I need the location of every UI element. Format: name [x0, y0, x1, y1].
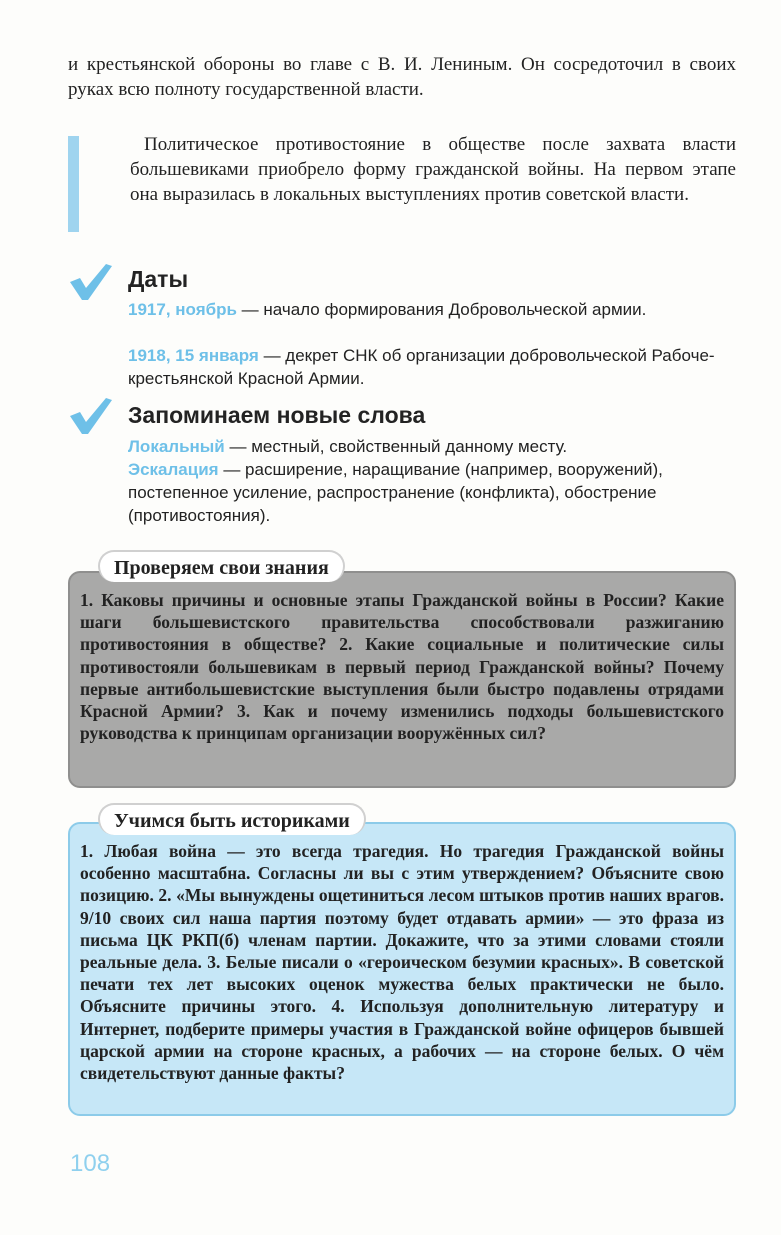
quote-text: Политическое противостояние в обществе после захвата власти большевиками приобрело форму гражданской войны. На первом этапе она выразилась в локальных выступлениях против советской власти.: [130, 134, 736, 205]
checkmark-icon: [68, 396, 112, 436]
word-definition: — расширение, наращивание (например, вооружений), постепенное усиление, распространение (конфликта), обострение (противостояния).: [128, 460, 663, 525]
date-text: — начало формирования Добровольческой армии.: [236, 300, 647, 319]
intro-text: и крестьянской обороны во главе с В. И. Лениным. Он сосредоточил в своих руках всю полноту государственной власти.: [68, 54, 736, 100]
date-label: 1918, 15 января: [128, 346, 259, 365]
check-knowledge-title: Проверяем свои знания: [98, 550, 345, 582]
words-title: Запоминаем новые слова: [128, 402, 426, 428]
page-number: 108: [70, 1150, 111, 1177]
date-label: 1917, ноябрь: [128, 300, 237, 319]
date-entry: [128, 298, 736, 321]
word-entry: [128, 458, 736, 527]
historians-text: 1. Любая война — это всегда трагедия. Но трагедия Гражданской войны особенно масштабна. Согласны ли вы с этим утверждением? Объясните свою позицию. 2. «Мы вынуждены ощетиниться лесом штыков против наших врагов. 9/10 своих сил наша партия поэтому будет отдавать армии» — это фраза из письма ЦК РКП(б) членам партии. Докажите, что за этими словами стояли реальные дела. 3. Белые писали о «героическом безумии красных». В советской печати тех лет высоких оценок мужества белых практически не было. Объясните причины этого. 4. Используя дополнительную литературу и Интернет, подберите примеры участия в Гражданской войне офицеров бывшей царской армии на стороне красных, а рабочих — на стороне белых. О чём свидетельствуют данные факты?: [80, 841, 724, 1084]
checkmark-icon: [68, 262, 112, 302]
highlighted-paragraph: [68, 132, 736, 207]
word-term: Локальный: [128, 437, 225, 456]
dates-title: Даты: [128, 266, 189, 292]
intro-paragraph: [68, 52, 736, 102]
date-entry: [128, 344, 736, 390]
check-knowledge-text: 1. Каковы причины и основные этапы Гражданской войны в России? Какие шаги большевистского правительства способствовали разжиганию противостояния в обществе? 2. Какие социальные и политические силы противостояли большевикам в первый период Гражданской войны? Почему первые антибольшевистские выступления были быстро подавлены отрядами Красной Армии? 3. Как и почему изменились подходы большевистского руководства к принципам организации вооружённых сил?: [80, 590, 724, 744]
historians-title: Учимся быть историками: [98, 803, 366, 835]
word-definition: — местный, свойственный данному месту.: [224, 437, 568, 456]
historians-box: [68, 822, 736, 1116]
quote-bar: [68, 136, 79, 232]
word-entry: [128, 435, 736, 458]
check-knowledge-box: [68, 571, 736, 788]
word-term: Эскалация: [128, 460, 219, 479]
date-text: — декрет СНК об организации добровольческой Рабоче-крестьянской Красной Армии.: [128, 346, 715, 388]
